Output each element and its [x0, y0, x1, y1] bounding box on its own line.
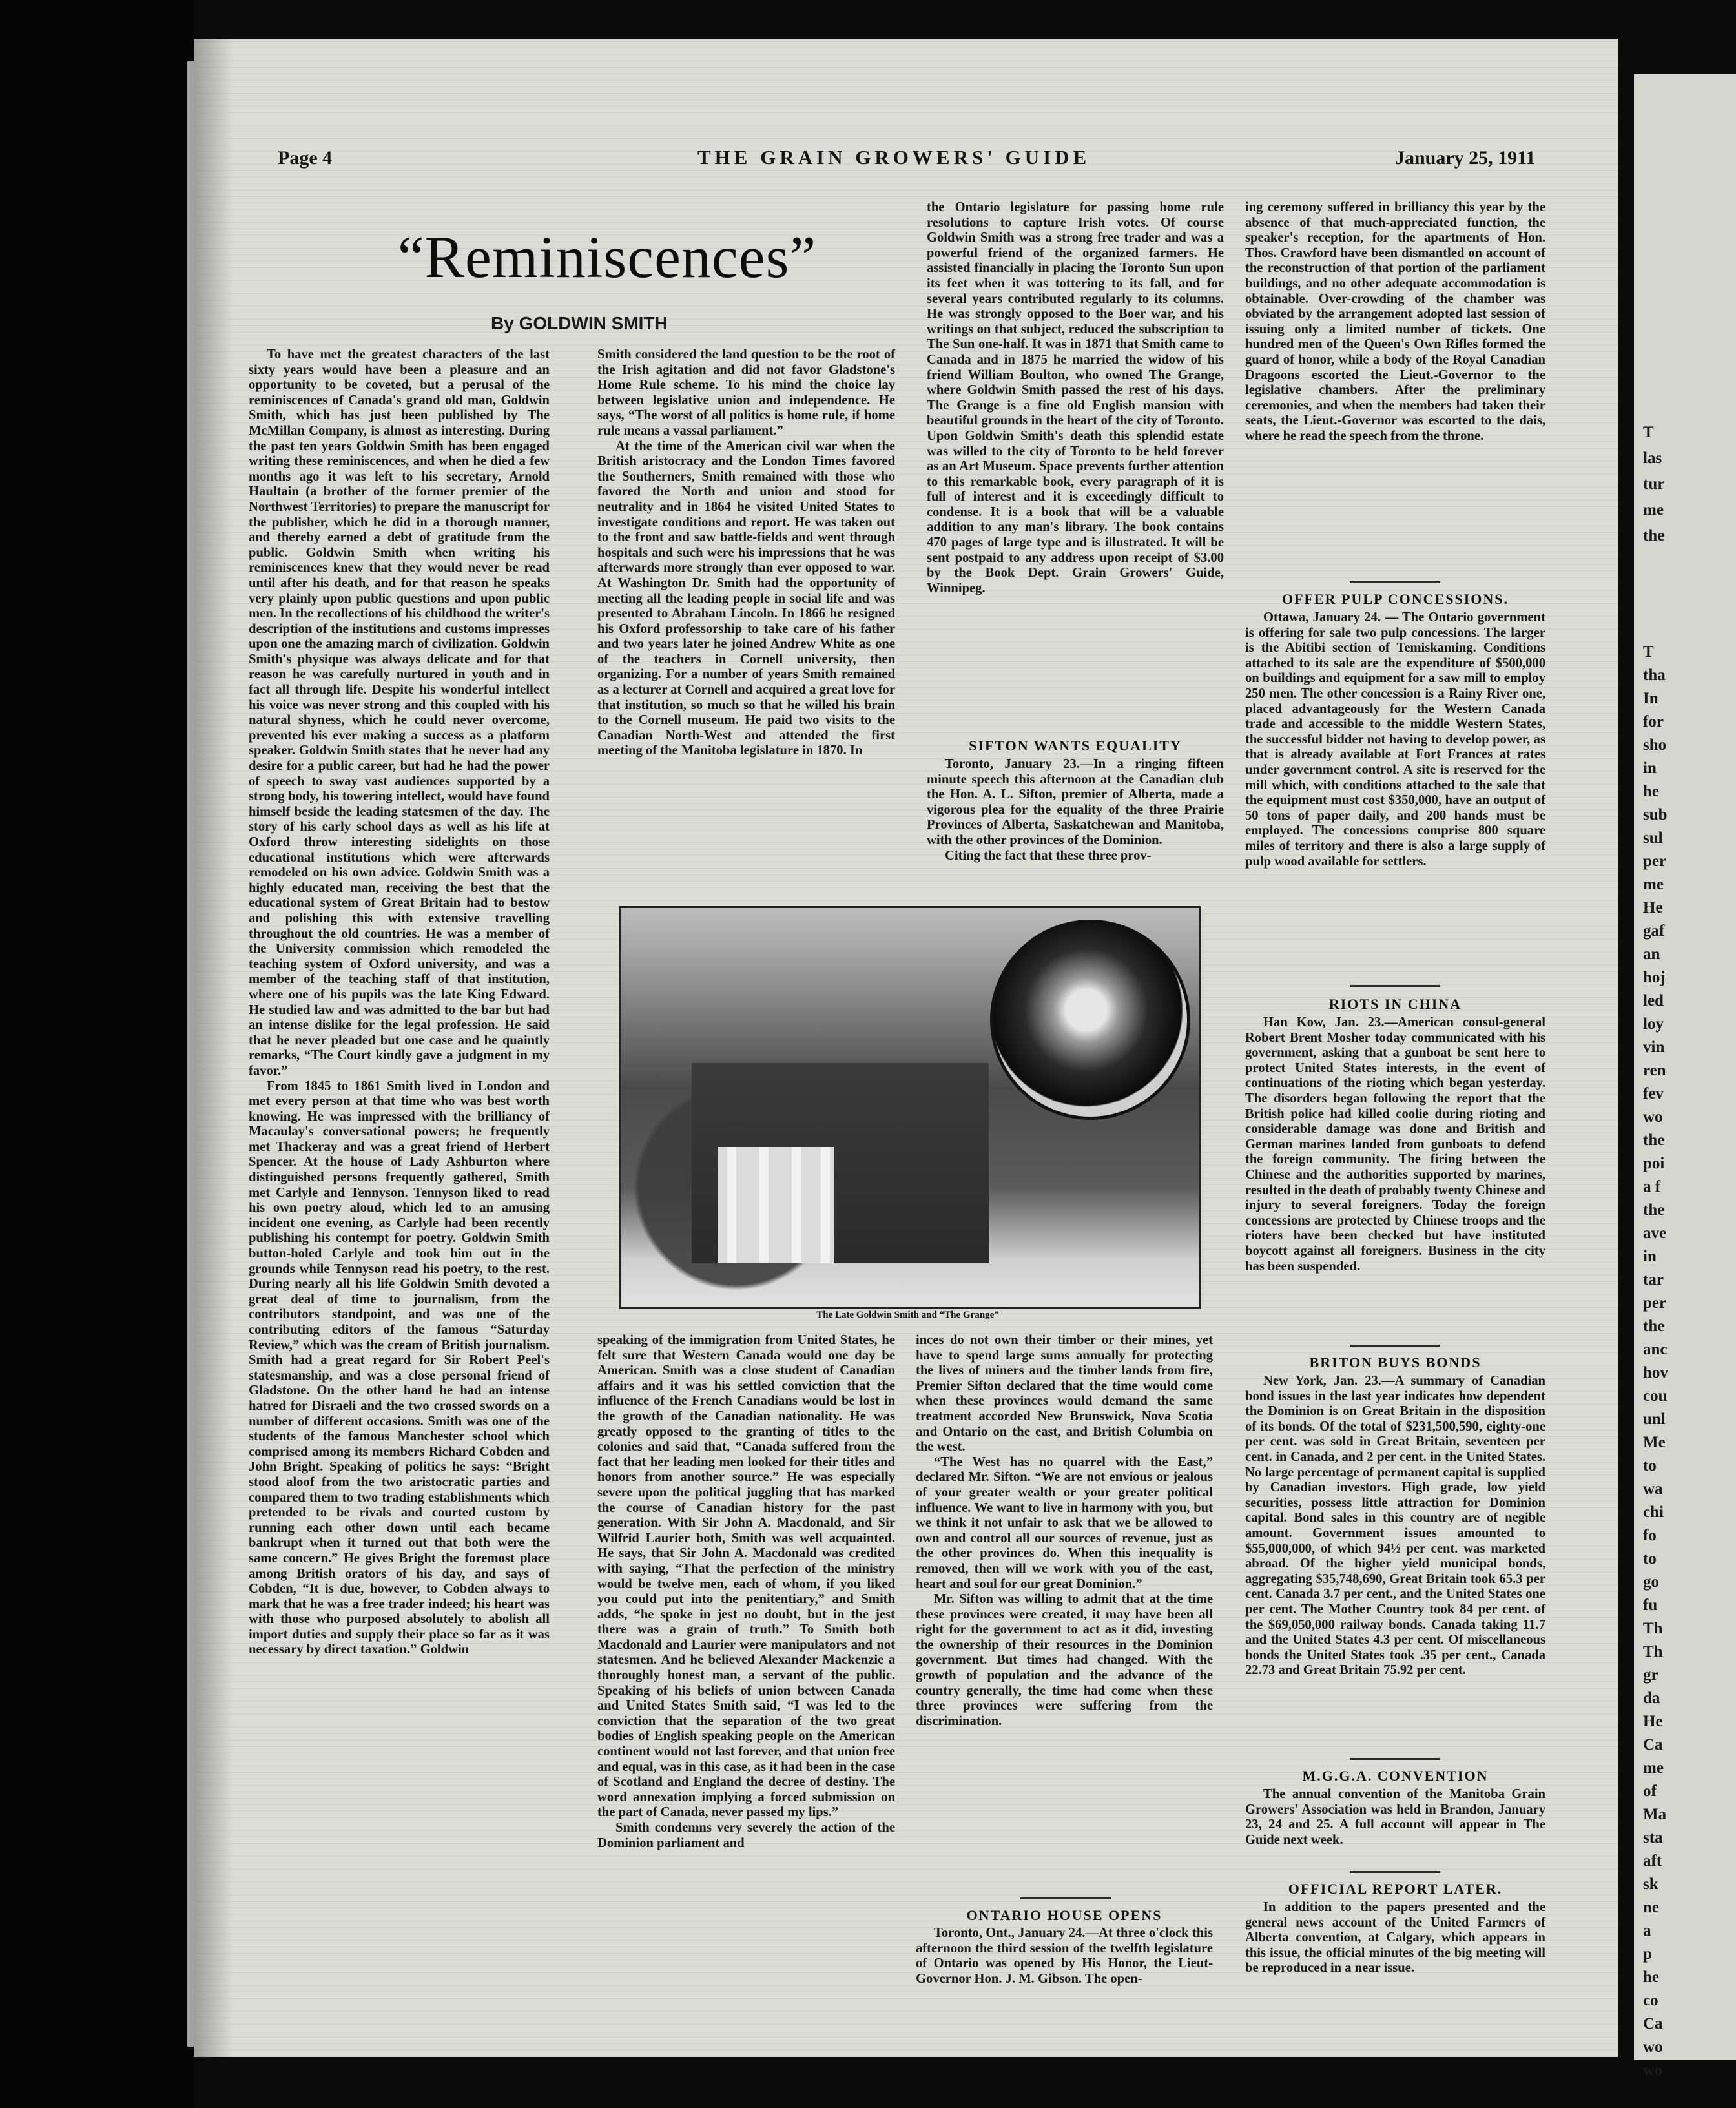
paragraph: Smith considered the land question to be the root of the Irish agitation and did not favor Gladstone's Home Rule scheme. To his mind the choice lay between legislative union and independence. He says, “The worst of all politics is home rule, if home rule means a vassal parliament.” — [597, 347, 895, 438]
next-page-fragment: of — [1643, 1782, 1657, 1800]
next-page-fragment: tur — [1643, 475, 1665, 493]
next-page-fragment: ne — [1643, 1899, 1659, 1916]
next-page-fragment: ave — [1643, 1224, 1667, 1242]
porch-column — [821, 1147, 830, 1263]
next-page-fragment: a f — [1643, 1178, 1661, 1195]
mgga-heading: M.G.G.A. CONVENTION — [1302, 1768, 1489, 1784]
next-page-fragment: unl — [1643, 1410, 1666, 1428]
next-page-fragment: per — [1643, 852, 1667, 870]
sifton-heading: SIFTON WANTS EQUALITY — [969, 738, 1182, 754]
next-page-fragment: gaf — [1643, 922, 1665, 940]
next-page-fragment: to — [1643, 1550, 1657, 1567]
pulp-heading: OFFER PULP CONCESSIONS. — [1282, 591, 1509, 607]
next-page-fragment: the — [1643, 527, 1665, 544]
next-page-fragment: wo — [1643, 2038, 1663, 2056]
article-title: “Reminiscences” — [397, 224, 817, 290]
next-page-fragment: Ca — [1643, 1736, 1663, 1753]
next-page-fragment: sub — [1643, 806, 1668, 823]
next-page-fragment: sta — [1643, 1829, 1663, 1846]
next-page-fragment: cou — [1643, 1387, 1668, 1405]
next-page-fragment: he — [1643, 783, 1659, 800]
next-page-fragment: he — [1643, 1968, 1659, 1986]
next-page-fragment: T — [1643, 643, 1654, 661]
paragraph: Citing the fact that these three prov- — [945, 848, 1152, 863]
next-page-fragment: per — [1643, 1294, 1667, 1312]
next-page-fragment: anc — [1643, 1341, 1668, 1358]
fold-shadow — [194, 39, 232, 2057]
newspaper-page — [194, 39, 1618, 2057]
paragraph: Mr. Sifton was willing to admit that at the time these provinces were created, it may have been all right for the government to act as it did, investing the ownership of their resources in the Dominion government. But times had changed. With the growth of population and the advance of the country generally, the time had come when these three provinces were suffering from the discrimination. — [916, 1592, 1213, 1728]
byline: By GOLDWIN SMITH — [491, 313, 668, 333]
issue-date: January 25, 1911 — [1395, 147, 1536, 169]
next-page-fragment: fev — [1643, 1085, 1664, 1102]
next-page-fragment: chi — [1643, 1504, 1664, 1521]
next-page-fragment: led — [1643, 992, 1664, 1009]
divider — [1350, 1345, 1440, 1347]
divider — [1350, 985, 1440, 987]
paragraph: the Ontario legislature for passing home rule resolutions to capture Irish votes. Of course Goldwin Smith was a strong free trader and was a powerful friend of the organized farmers. He assisted financially in placing the Toronto Sun upon its feet when it was tottering to its fall, and for several years contributed regularly to its columns. He was strongly opposed to the Boer war, and his writings on that subject, reduced the subscription to The Sun one-half. It was in 1871 that Smith came to Canada and in 1875 he married the widow of his friend William Boulton, who owned The Grange, where Goldwin Smith passed the rest of his days. The Grange is a fine old English mansion with beautiful grounds in the heart of the city of Toronto. Upon Goldwin Smith's death this splendid estate was willed to the city of Toronto to be held forever as an Art Museum. Space prevents further attention to this remarkable book, every paragraph of it is full of interest and it is exceedingly difficult to condense. It is a book that will be a valuable addition to any man's library. The book contains 470 pages of large type and is illustrated. It will be sent postpaid to any address upon receipt of $3.00 by the Book Dept. Grain Growers' Guide, Winnipeg. — [927, 200, 1224, 595]
bonds-heading: BRITON BUYS BONDS — [1309, 1354, 1482, 1370]
next-page-fragment: loy — [1643, 1015, 1664, 1033]
paragraph: speaking of the immigration from United States, he felt sure that Western Canada would one day be American. Smith was a close student of Canadian affairs and it was his settled conviction that the influence of the French Canadians would be lost in the growth of the Canadian nationality. He was greatly opposed to the granting of titles to the colonies and said that, “Canada suffered from the fact that her leading men looked for their titles and honors from another source.” He was especially severe upon the political juggling that has marked the course of Canadian history for the past generation. With Sir John A. Macdonald, and Sir Wilfrid Laurier both, Smith was well acquainted. He says, that Sir John A. Macdonald was credited with saying, “That the perfection of the ministry would be twelve men, each of whom, if you liked you could put into the penitentiary,” and Smith adds, “he spoke in jest no doubt, but in the jest there was a grain of truth.” To Smith both Macdonald and Laurier were manipulators and not statesmen. And he believed Alexander Mackenzie a thoroughly honest man, a servant of the public. Speaking of his beliefs of union between Canada and United States Smith said, “I was led to the conviction that the separation of the two great bodies of English speaking people on the American continent would not last forever, and that union free and equal, was in this case, as it had been in the case of Scotland and England the decree of destiny. The word annexation implying a forced submission on the part of Canada, never passed my lips.” — [597, 1333, 895, 1820]
next-page-fragment: In — [1643, 690, 1658, 707]
paragraph: Toronto, January 23.—In a ringing fifteen minute speech this afternoon at the Canadian club the Hon. A. L. Sifton, premier of Alberta, made a vigorous plea for the equality of the three Prairie Provinces of Alberta, Saskatchewan and Manitoba, with the other provinces of the Dominion. — [927, 757, 1224, 847]
next-page-fragment: hoj — [1643, 969, 1666, 986]
article-column-1 — [249, 347, 550, 2001]
article-column-2-continued — [597, 1333, 895, 2005]
riots-story — [1245, 1015, 1545, 1338]
divider — [1350, 1871, 1440, 1873]
next-page-fragment: He — [1643, 899, 1663, 916]
paragraph: New York, Jan. 23.—A summary of Canadian bond issues in the last year indicates how dependent the Dominion is on Great Britain in the disposition of its bonds. Of the total of $231,500,590, eighty-one per cent. was sold in Great Britain, seventeen per cent. in Canada, and 2 per cent. in the United States. No large percentage of permanent capital is supplied by Canadian investors. High grade, low yield securities, possess little attraction for Dominion capital. Bond sales in this country are of negible amount. Government issues amounted to $55,000,000, of which 94½ per cent. was marketed abroad. Of the higher yield municipal bonds, aggregating $35,748,690, Great Britain took 65.3 per cent. Canada 3.7 per cent., and the United States one per cent. The Mother Country took 84 per cent. of the $69,050,000 railway bonds. Canada taking 11.7 and the United States 4.3 per cent. Of miscellaneous bonds the United States took .35 per cent., Canada 22.73 and Great Britain 75.92 per cent. — [1245, 1374, 1545, 1678]
paragraph: From 1845 to 1861 Smith lived in London and met every person at that time who was best worth knowing. He was impressed with the brilliancy of Macaulay's conversational powers; he frequently met Thackeray and was a great friend of Herbert Spencer. At the house of Lady Ashburton where distinguished persons frequently gathered, Smith met Carlyle and Tennyson. Tennyson liked to read his own poetry aloud, which led to an amusing incident one evening, as Carlyle had been recently publishing his contempt for poetry. Goldwin Smith button-holed Carlyle and took him out in the grounds while Tennyson read his poetry, to the rest. During nearly all his life Goldwin Smith devoted a great deal of time to journalism, from the contributors standpoint, and was one of the contributing editors of the famous “Saturday Review,” which was the cream of British journalism. Smith had a great regard for Sir Robert Peel's statesmanship, and was a close personal friend of Gladstone. On the other hand he had an intense hatred for Disraeli and the two crossed swords on a number of different occasions. Smith was one of the students of the famous Manchester school which comprised among its members Richard Cobden and John Bright. Speaking of politics he says: “Bright stood aloof from the two aristocratic parties and compared them to two trading establishments which pretended to be rivals and courted custom by running each other down until each became bankrupt when it turned out that both were the same concern.” He gives Bright the foremost place among British orators of his day, and says of Cobden, “It is due, however, to Cobden always to mark that he was a free trader indeed; his heart was with those who purposed absolutely to abolish all import duties and supply their place so far as it was necessary by direct taxation.” Goldwin — [249, 1079, 550, 1657]
next-page-fragment: wo — [1643, 2062, 1663, 2079]
ontario-story — [916, 1926, 1213, 2003]
book-binding — [0, 0, 194, 2108]
next-page-fragment: He — [1643, 1713, 1663, 1730]
next-page-fragment: me — [1643, 876, 1664, 893]
next-page-fragment: Th — [1643, 1643, 1663, 1660]
masthead: THE GRAIN GROWERS' GUIDE — [698, 146, 1091, 169]
divider — [1020, 1897, 1111, 1899]
photo-caption: The Late Goldwin Smith and “The Grange” — [816, 1310, 999, 1320]
goldwin-smith-grange-photo — [619, 906, 1201, 1309]
porch-column — [760, 1147, 769, 1263]
next-page-fragment: las — [1643, 450, 1662, 467]
paragraph: To have met the greatest characters of the last sixty years would have been a pleasure and an opportunity to be coveted, but a perusal of the reminiscences of Canada's grand old man, Goldwin Smith, which has just been published by The McMillan Company, is almost as interesting. During the past ten years Goldwin Smith has been engaged writing these reminiscences, and when he died a few months ago it was left to his secretary, Arnold Haultain (a brother of the former premier of the Northwest Territories) to prepare the manuscript for the publisher, which he did in a thorough manner, and thereby earned a debt of gratitude from the public. Goldwin Smith when writing his reminiscences knew that they would never be read until after his death, and for that reason he speaks very plainly upon public questions and upon public men. In the recollections of his childhood the writer's description of the institutions and customs impresses upon one the amazing march of civilization. Goldwin Smith's physique was always delicate and for that reason he was carefully nurtured in youth and in fact all through life. Despite his wonderful intellect his voice was never strong and this coupled with his natural shyness, which he could never overcome, prevented his ever making a success as a platform speaker. Goldwin Smith states that he never had any desire for a public career, but had he had the power of speech to sway vast audiences supported by a strong body, his towering intellect, would have found himself beside the leading statesmen of the day. The story of his early school days as well as his life at Oxford throw interesting sidelights on those educational institutions which were afterwards remodeled on his own advice. Goldwin Smith was a highly educated man, receiving the best that the educational system of Great Britain had to bestow and polishing this with extensive travelling throughout the old countries. He was a member of the University commission which remodeled the teaching system of Oxford university, and was a member of the teaching staff of that institution, where one of his pupils was the late King Edward. He studied law and was admitted to the bar but had an intense dislike for the legal profession. He said that he never pleaded but one case and he quaintly remarks, “The Court kindly gave a judgment in my favor.” — [249, 347, 550, 1078]
next-page-fragment: sho — [1643, 736, 1667, 754]
page-number: Page 4 — [278, 147, 333, 169]
next-page-fragment: T — [1643, 424, 1654, 441]
paragraph: At the time of the American civil war when the British aristocracy and the London Times favored the Southerners, Smith remained with those who favored the North and union and stood for neutrality and in 1864 he visited United States to investigate conditions and report. He was taken out to the front and saw battle-fields and went through hospitals and such were his impressions that he was afterwards more strongly than ever opposed to war. At Washington Dr. Smith had the opportunity of meeting all the leading people in social life and was presented to Abraham Lincoln. In 1866 he resigned his Oxford professorship to take care of his father and two years later he joined Andrew White as one of the teachers in Cornell university, then organizing. For a number of years Smith remained as a lecturer at Cornell and acquired a great love for that institution, so much so that he willed his brain to the Cornell museum. He paid two visits to the Canadian North-West and attended the first meeting of the Manitoba legislature in 1870. In — [597, 439, 895, 758]
next-page-fragment: p — [1643, 1945, 1652, 1963]
next-page-fragment: tar — [1643, 1271, 1664, 1288]
divider — [1350, 1758, 1440, 1760]
pulp-story — [1245, 610, 1545, 978]
paragraph: In addition to the papers presented and the general news account of the United Farmers of Alberta convention, at Calgary, which appears in this issue, the official minutes of the big meeting will be reproduced in a near issue. — [1245, 1900, 1545, 1976]
next-page-fragment: poi — [1643, 1155, 1665, 1172]
article-column-3 — [927, 200, 1224, 730]
next-page-fragment: wo — [1643, 1108, 1663, 1126]
next-page-fragment: aft — [1643, 1852, 1662, 1870]
paragraph: Smith condemns very severely the action of the Dominion parliament and — [597, 1821, 895, 1850]
sifton-story — [927, 757, 1224, 896]
next-page-fragment: hov — [1643, 1364, 1668, 1381]
next-page-fragment: go — [1643, 1573, 1659, 1591]
ontario-story-continued — [1245, 200, 1545, 572]
next-page-fragment: tha — [1643, 666, 1666, 684]
paragraph: Han Kow, Jan. 23.—American consul-general Robert Brent Mosher today communicated with his government, asking that a gunboat be sent here to protect United States interests, in the event of continuations of the rioting which began yesterday. The disorders began following the report that the British police had killed coolie during rioting and considerable damage was done and British and German marines landed from gunboats to defend the foreign community. The firing between the Chinese and the authorities supported by marines, resulted in the death of probably twenty Chinese and injury to several foreigners. Today the foreign concessions are protected by Chinese troops and the rioters have been checked but have instituted boycott against all foreigners. Business in the city has been suspended. — [1245, 1015, 1545, 1274]
next-page-fragment: in — [1643, 1248, 1657, 1265]
next-page-fragment: gr — [1643, 1666, 1658, 1684]
mgga-story — [1245, 1787, 1545, 1865]
official-story — [1245, 1900, 1545, 1997]
next-page-fragment: Ca — [1643, 2015, 1663, 2032]
official-heading: OFFICIAL REPORT LATER. — [1288, 1881, 1503, 1897]
next-page-fragment: for — [1643, 713, 1664, 730]
next-page-fragment: wa — [1643, 1480, 1663, 1498]
paragraph: Toronto, Ont., January 24.—At three o'clock this afternoon the third session of the twelfth legislature of Ontario was opened by His Honor, the Lieut-Governor Hon. J. M. Gibson. The open- — [916, 1926, 1213, 1986]
next-page-fragment: the — [1643, 1318, 1665, 1335]
sifton-story-continued — [916, 1333, 1213, 1888]
next-page-fragment: co — [1643, 1992, 1658, 2009]
next-page-fragment: Th — [1643, 1620, 1663, 1637]
next-page-fragment: fo — [1643, 1527, 1657, 1544]
next-page-fragment: to — [1643, 1457, 1657, 1474]
next-page-fragment: a — [1643, 1922, 1651, 1939]
next-page-fragment: Me — [1643, 1434, 1666, 1451]
paragraph: Ottawa, January 24. — The Ontario government is offering for sale two pulp concessions. The larger is the Abitibi section of Temiskaming. Conditions attached to its sale are the expenditure of $500,000 on buildings and equipment for a saw mill to employ 250 men. The other concession is a Rainy River one, placed advantageously for the Western Canada trade and accessible to the middle Western States, the successful bidder not having to develop power, as that is already available at Fort Frances at rates under government control. A site is reserved for the mill which, with conditions attached to the sale that the equipment must cost $350,000, have an output of 50 tons of paper daily, and 200 hands must be employed. The concessions comprise 800 square miles of territory and there is also a large supply of pulp wood available for settlers. — [1245, 610, 1545, 869]
goldwin-smith-portrait — [990, 920, 1190, 1120]
ontario-heading: ONTARIO HOUSE OPENS — [966, 1907, 1162, 1923]
next-page-fragment: sk — [1643, 1876, 1658, 1893]
porch-column — [727, 1147, 736, 1263]
divider — [1350, 581, 1440, 583]
paragraph: inces do not own their timber or their mines, yet have to spend large sums annually for protecting the lives of miners and the timber lands from fire, Premier Sifton declared that the time would come when these provinces would demand the same treatment accorded New Brunswick, Nova Scotia and Ontario on the east, and British Columbia on the west. — [916, 1333, 1213, 1454]
next-page-fragment: the — [1643, 1132, 1665, 1149]
next-page-fragment: ren — [1643, 1062, 1666, 1079]
next-page-fragment: me — [1643, 1759, 1664, 1777]
bonds-story — [1245, 1374, 1545, 1752]
next-page-fragment: the — [1643, 1201, 1665, 1219]
porch-column — [792, 1147, 801, 1263]
next-page-fragment: an — [1643, 946, 1660, 963]
article-column-2 — [597, 347, 895, 896]
next-page-fragment: sul — [1643, 829, 1663, 847]
paragraph: The annual convention of the Manitoba Grain Growers' Association was held in Brandon, January 23, 24 and 25. A full account will appear in The Guide next week. — [1245, 1787, 1545, 1847]
paragraph: “The West has no quarrel with the East,” declared Mr. Sifton. “We are not envious or jealous of your greater wealth or your greater political influence. We want to live in harmony with you, but we think it not unfair to ask that we be allowed to own and control all our sources of revenue, just as the other provinces do. When this inequality is removed, then will we work with you of the east, heart and soul for our great Dominion.” — [916, 1454, 1213, 1591]
next-page-fragment: me — [1643, 501, 1664, 519]
next-page-fragment: vin — [1643, 1038, 1665, 1056]
next-page-fragment: fu — [1643, 1596, 1658, 1614]
next-page-fragment: da — [1643, 1690, 1660, 1707]
next-page-fragment: in — [1643, 760, 1657, 777]
next-page-fragment: Ma — [1643, 1806, 1667, 1823]
next-page-edge — [1634, 74, 1736, 2079]
riots-heading: RIOTS IN CHINA — [1328, 996, 1462, 1012]
paragraph: ing ceremony suffered in brilliancy this year by the absence of that much-appreciated function, the speaker's reception, for the apartments of Hon. Thos. Crawford have been dismantled on account of the reconstruction of that portion of the parliament buildings, and no other adequate accommodation is obtainable. Over-crowding of the chamber was obviated by the arrangement adopted last session of issuing only a limited number of tickets. One hundred men of the Queen's Own Rifles formed the guard of honor, while a body of the Royal Canadian Dragoons escorted the Lieut.-Governor to the legislative chambers. After the preliminary ceremonies, and when the members had taken their seats, the Lieut.-Governor was escorted to the dais, where he read the speech from the throne. — [1245, 200, 1545, 443]
